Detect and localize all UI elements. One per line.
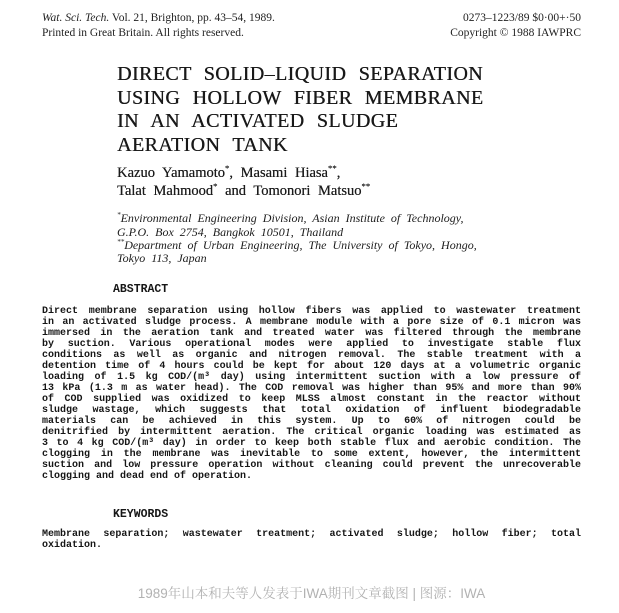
author-affiliation-mark: * [213,181,218,192]
abstract-line: denitrified by intermittent aeration. The critical organic loading was estimated as [42,427,581,439]
abstract-line: detention time of 4 hours could be kept for about 120 days at a volumetric organic [42,361,581,373]
abstract-line: 3 to 4 kg COD/(m³ day) in order to keep both stable flux and aerobic condition. The [42,438,581,450]
affiliation-text: Department of Urban Engineering, The University of Tokyo, Hongo, [124,237,477,252]
abstract-line: materials can be achieved in this system. Up to 60% of nitrogen could be [42,416,581,428]
affiliation-mark: * [117,211,121,220]
abstract-line: clogging in the membrane was inevitable to some extent, however, the intermittent [42,449,581,461]
author-affiliation-mark: * [224,163,230,174]
authors-line-2 [117,183,581,201]
abstract-line: by suction. Various operational modes were applied to investigate stable flux [42,339,581,351]
citation-line-1 [42,11,275,26]
keywords-last-line: oxidation. [42,540,103,552]
image-caption: 1989年山本和夫等人发表于IWA期刊文章截图 | 图源：IWA [137,586,486,602]
affiliations-block [117,212,581,265]
paper-title [117,63,581,157]
abstract-line: immersed in the aeration tank and treated water was filtered through the membrane [42,328,581,340]
author-separator: , [229,165,241,182]
paper-title-line: AERATION TANK [117,133,288,156]
author-name: Kazuo Yamamoto [117,165,225,182]
keywords-line: Membrane separation; wastewater treatment; activated sludge; hollow fiber; total [42,529,581,541]
printed-notice: Printed in Great Britain. All rights reserved. [42,26,244,39]
abstract-line: of COD supplied was oxidized to keep MLSS almost constant in the reactor without [42,394,581,406]
journal-citation [42,11,275,40]
affiliation-2-line-2: Tokyo 113, Japan [117,251,207,266]
author-affiliation-mark: ** [361,181,371,192]
author-name: Tomonori Matsuo [253,182,362,199]
issn-copyright-block [450,11,581,40]
author-name: Masami Hiasa [240,165,328,182]
abstract-line: loading of 1.5 kg COD/(m³ day) using intermittent suction with a low pressure of [42,372,581,384]
journal-volume-info: Vol. 21, Brighton, pp. 43–54, 1989. [109,12,275,24]
affiliation-mark: ** [117,237,125,246]
authors-block [117,165,581,200]
abstract-line: sludge wastage, which suggests that total oxidation of influent biodegradable [42,405,581,417]
paper-title-line: IN AN ACTIVATED SLUDGE [117,110,399,133]
journal-header [42,11,581,40]
author-separator: and [217,182,254,199]
abstract-last-line: clogging and dead end of operation. [42,471,253,483]
abstract-line: 13 kPa (1.3 m as water head). The COD removal was higher than 95% and more than 90% [42,383,581,395]
affiliation-1-line-2: G.P.O. Box 2754, Bangkok 10501, Thailand [117,224,344,239]
abstract-heading: ABSTRACT [113,283,169,297]
author-name: Talat Mahmood [117,182,214,199]
paper-title-line: DIRECT SOLID–LIQUID SEPARATION [117,63,484,86]
affiliation-1-line-1 [117,212,581,225]
authors-line-1 [117,165,581,183]
journal-name: Wat. Sci. Tech. [42,12,110,24]
keywords-heading: KEYWORDS [113,508,169,522]
keywords-body [42,529,581,551]
abstract-line: conditions as well as organic and nitrogen removal. The stable treatment with a [42,350,581,362]
abstract-line: suction and low pressure operation without cleaning could prevent the unrecoverable [42,460,581,472]
abstract-line: in an activated sludge process. A membrane module with a pore size of 0.1 micron was [42,317,581,329]
issn-price: 0273–1223/89 $0·00+·50 [463,12,581,24]
author-separator: , [336,165,341,182]
abstract-justified-lines [42,306,581,471]
abstract-line: Direct membrane separation using hollow fibers was applied to wastewater treatment [42,306,581,318]
abstract-body [42,306,581,482]
paper-title-line: USING HOLLOW FIBER MEMBRANE [117,86,484,109]
affiliation-text: Environmental Engineering Division, Asian Institute of Technology, [120,211,464,226]
author-affiliation-mark: ** [327,163,337,174]
copyright-line: Copyright © 1988 IAWPRC [450,26,581,39]
